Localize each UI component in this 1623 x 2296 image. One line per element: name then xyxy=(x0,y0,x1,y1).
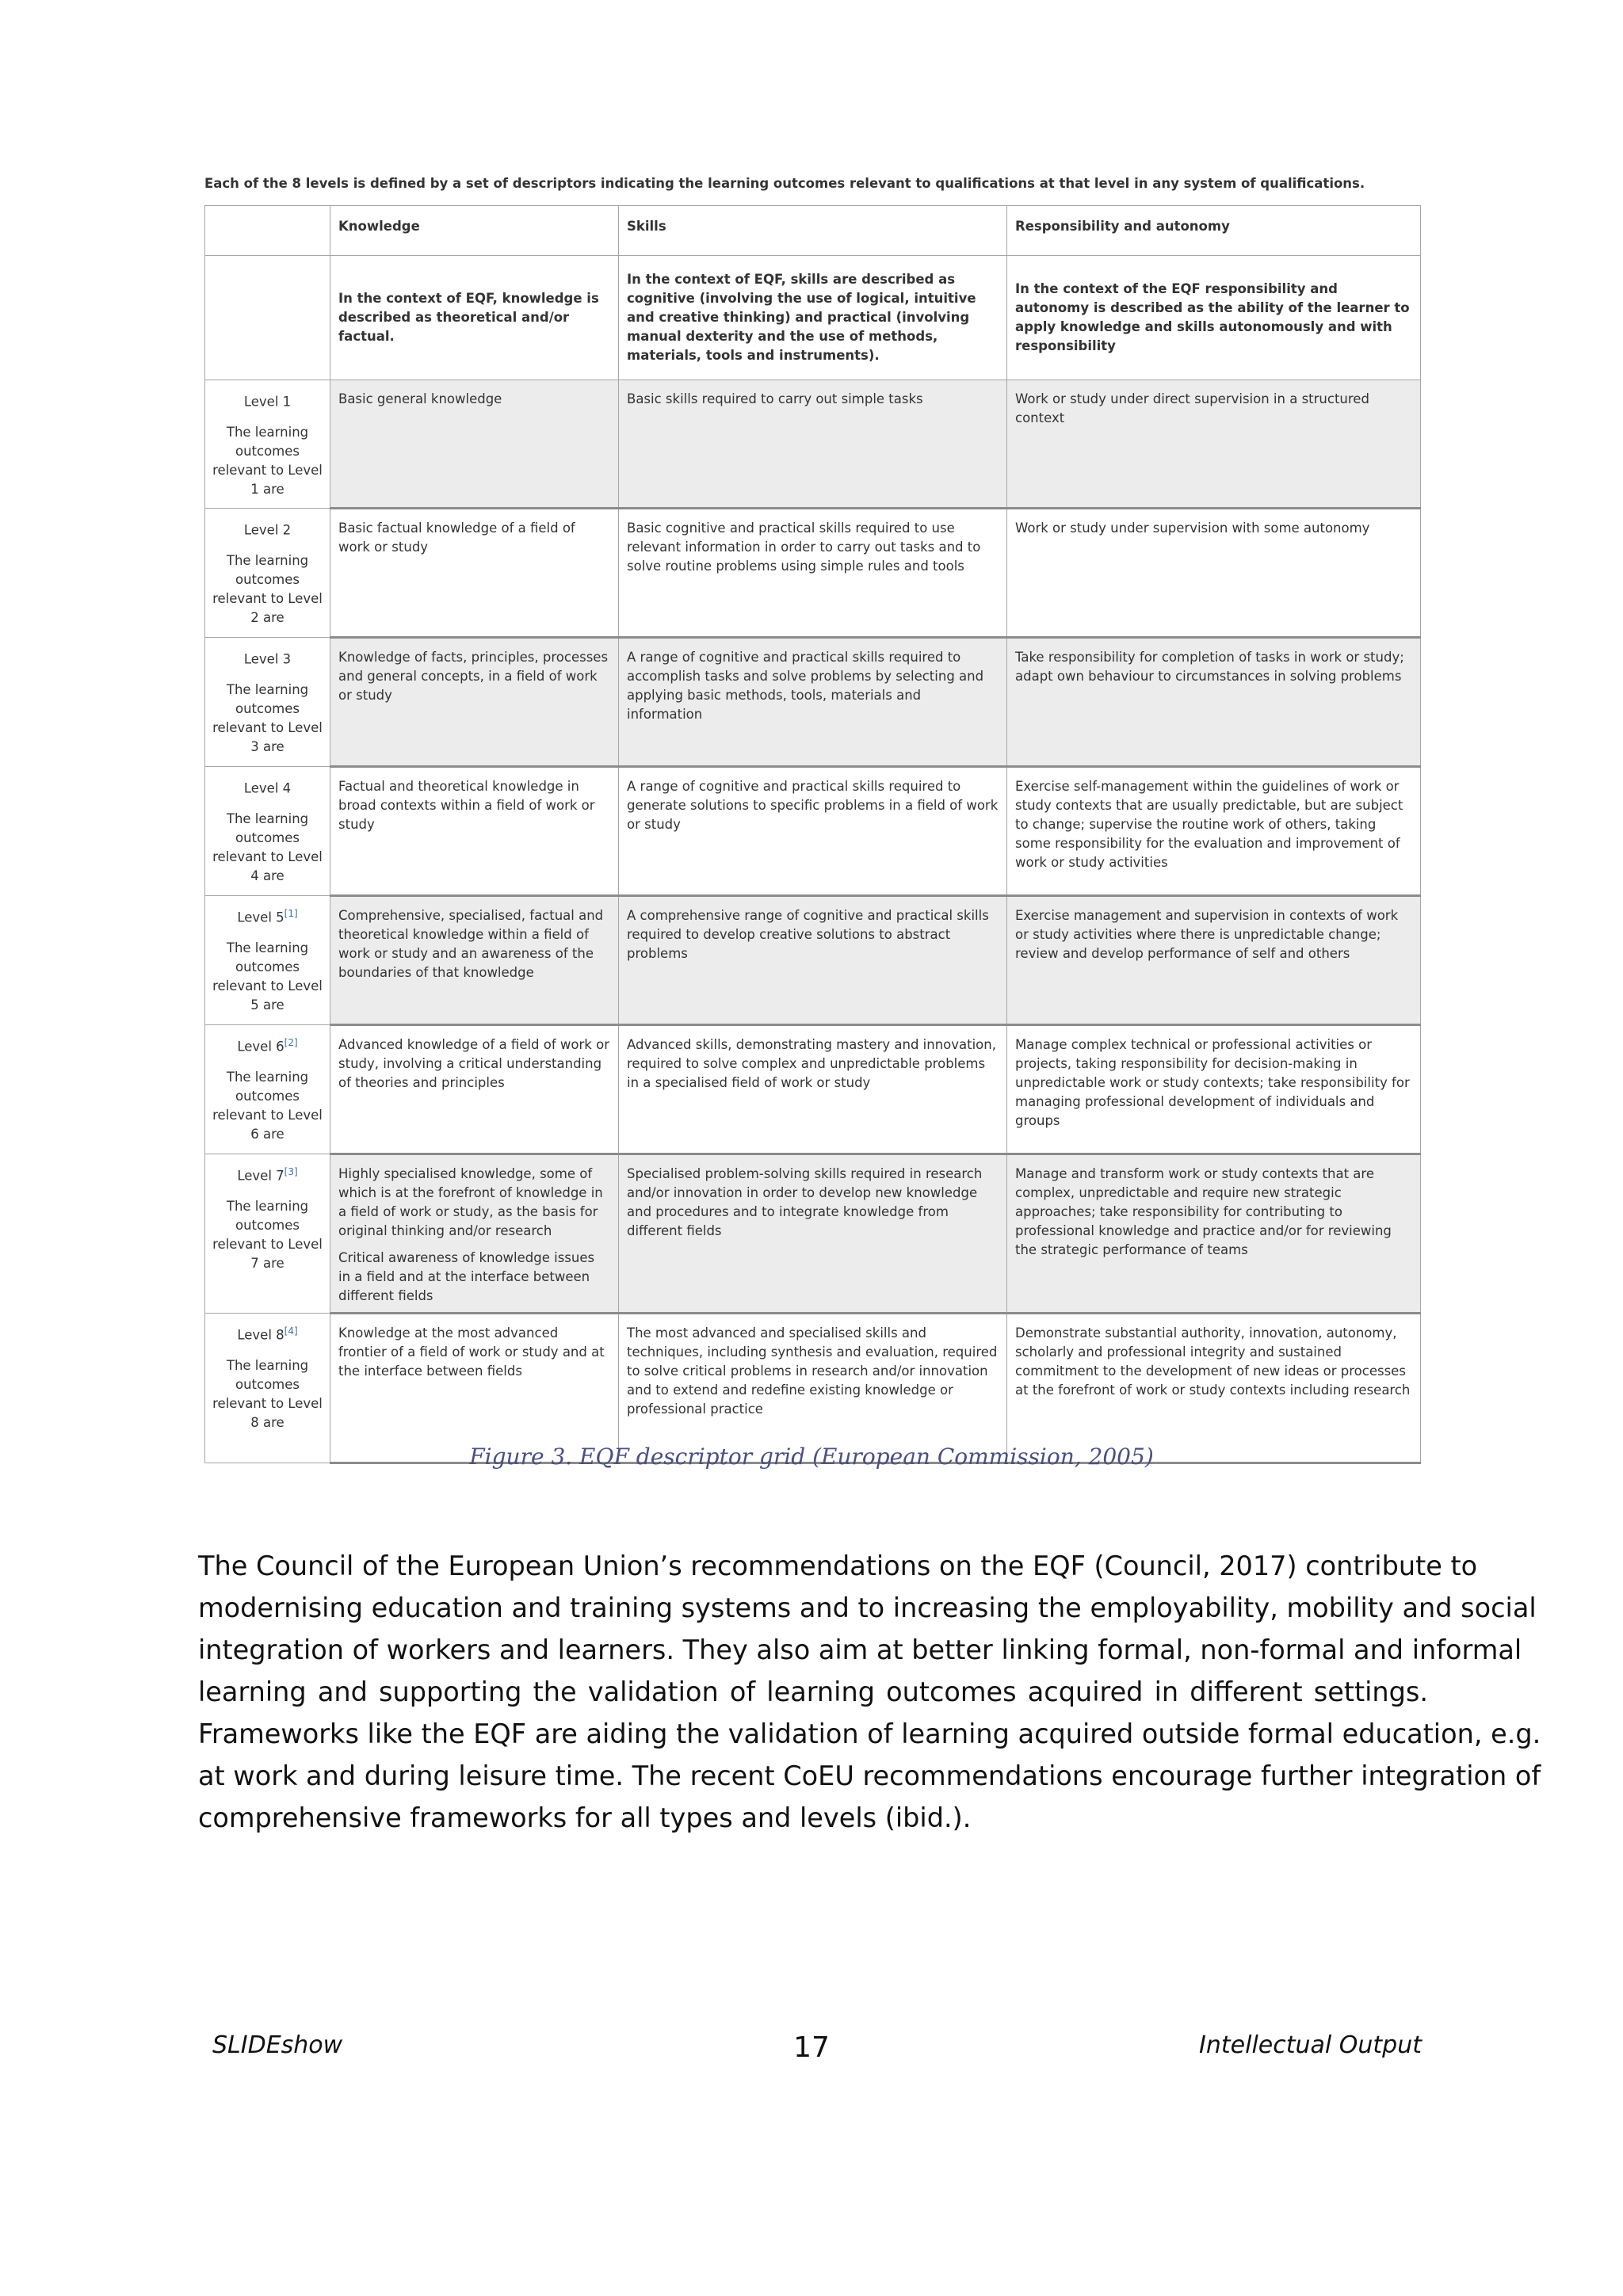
intro-empty-cell xyxy=(205,256,330,380)
responsibility-cell xyxy=(1007,638,1421,767)
level-subtitle: The learning outcomes relevant to Level 7 are xyxy=(212,1198,323,1271)
knowledge-text: Advanced knowledge of a field of work or study, involving a critical understanding of theories and principles xyxy=(338,1037,609,1090)
level-label-cell xyxy=(205,380,330,509)
body-paragraph xyxy=(198,1545,1541,1839)
level-row xyxy=(205,1314,1421,1463)
level-row xyxy=(205,767,1421,896)
knowledge-cell xyxy=(330,1025,619,1154)
responsibility-cell xyxy=(1007,767,1421,896)
level-title: Level 1 xyxy=(243,394,292,410)
skills-cell xyxy=(619,1025,1007,1154)
responsibility-cell xyxy=(1007,896,1421,1025)
level-subtitle: The learning outcomes relevant to Level 4 are xyxy=(212,810,323,883)
level-row xyxy=(205,380,1421,509)
level-row xyxy=(205,1154,1421,1314)
paragraph-line: The Council of the European Union’s recommendations on the EQF (Council, 2017) contribute to xyxy=(198,1550,1478,1581)
level-subtitle: The learning outcomes relevant to Level 1 are xyxy=(212,424,323,497)
level-row xyxy=(205,638,1421,767)
footnote-link[interactable]: [3] xyxy=(284,1166,298,1177)
figure-caption: Figure 3. EQF descriptor grid (European Commission, 2005) xyxy=(469,1444,1154,1470)
level-subtitle: The learning outcomes relevant to Level 8 are xyxy=(212,1357,323,1430)
table-intro-row xyxy=(205,256,1421,380)
level-title: Level 6[2] xyxy=(237,1037,298,1055)
level-title: Level 4 xyxy=(243,780,292,796)
eqf-descriptor-table xyxy=(204,205,1421,1464)
skills-text: Advanced skills, demonstrating mastery and innovation, required to solve complex and unpredictable problems in a specialised field of work or study xyxy=(627,1037,996,1090)
knowledge-text: Basic general knowledge xyxy=(338,391,502,406)
responsibility-text: Work or study under direct supervision in a structured context xyxy=(1015,391,1369,425)
table-caption: Each of the 8 levels is defined by a set of descriptors indicating the learning outcomes relevant to qualifications at that level in any system of qualifications. xyxy=(204,176,1365,191)
footer-project-name: SLIDEshow xyxy=(212,2031,343,2059)
paragraph-line: Frameworks like the EQF are aiding the validation of learning acquired outside formal education, e.g. xyxy=(198,1718,1541,1749)
level-label-cell xyxy=(205,638,330,767)
responsibility-cell xyxy=(1007,1025,1421,1154)
knowledge-cell xyxy=(330,767,619,896)
skills-text: A comprehensive range of cognitive and practical skills required to develop creative solutions to abstract problems xyxy=(627,908,989,961)
header-skills: Skills xyxy=(619,206,1007,256)
skills-text: Specialised problem-solving skills required in research and/or innovation in order to develop new knowledge and procedures and to integrate knowledge from different fields xyxy=(627,1166,983,1238)
level-subtitle: The learning outcomes relevant to Level 5 are xyxy=(212,940,323,1013)
responsibility-text: Exercise self-management within the guidelines of work or study contexts that are usually predictable, but are subject to change; supervise the routine work of others, taking some responsibility for the evaluation and improvement of work or study activities xyxy=(1015,779,1403,870)
knowledge-text: Factual and theoretical knowledge in broad contexts within a field of work or study xyxy=(338,779,595,832)
intro-knowledge: In the context of EQF, knowledge is described as theoretical and/or factual. xyxy=(330,256,619,380)
level-title: Level 2 xyxy=(243,522,292,538)
skills-cell xyxy=(619,767,1007,896)
responsibility-text: Exercise management and supervision in contexts of work or study activities where there is unpredictable change; review and develop performance of self and others xyxy=(1015,908,1399,961)
footer-output-label: Intellectual Output xyxy=(1199,2031,1422,2059)
level-label-cell xyxy=(205,1025,330,1154)
responsibility-cell xyxy=(1007,1154,1421,1314)
responsibility-text: Take responsibility for completion of tasks in work or study; adapt own behaviour to circumstances in solving problems xyxy=(1015,650,1404,684)
responsibility-cell xyxy=(1007,509,1421,638)
skills-cell xyxy=(619,1314,1007,1463)
responsibility-text: Manage complex technical or professional activities or projects, taking responsibility for decision-making in unpredictable work or study contexts; take responsibility for managing professional development of individuals and groups xyxy=(1015,1037,1410,1128)
skills-cell xyxy=(619,1154,1007,1314)
level-title: Level 5[1] xyxy=(237,908,298,925)
level-label-cell xyxy=(205,896,330,1025)
knowledge-cell xyxy=(330,1314,619,1463)
level-label-cell xyxy=(205,509,330,638)
skills-cell xyxy=(619,509,1007,638)
footnote-link[interactable]: [2] xyxy=(284,1037,298,1048)
footnote-link[interactable]: [4] xyxy=(284,1325,298,1337)
knowledge-text: Comprehensive, specialised, factual and theoretical knowledge within a field of work or study and an awareness of the boundaries of that knowledge xyxy=(338,908,604,980)
level-label-cell xyxy=(205,1314,330,1463)
knowledge-cell xyxy=(330,380,619,509)
knowledge-text: Basic factual knowledge of a field of work or study xyxy=(338,521,575,555)
page-number: 17 xyxy=(793,2031,830,2064)
knowledge-text: Knowledge at the most advanced frontier of a field of work or study and at the interface between fields xyxy=(338,1325,605,1379)
skills-cell xyxy=(619,896,1007,1025)
level-row xyxy=(205,509,1421,638)
table-header-row xyxy=(205,206,1421,256)
level-title: Level 3 xyxy=(243,651,292,667)
header-knowledge: Knowledge xyxy=(330,206,619,256)
skills-text: Basic cognitive and practical skills required to use relevant information in order to carry out tasks and to solve routine problems using simple rules and tools xyxy=(627,521,981,574)
skills-text: A range of cognitive and practical skills required to accomplish tasks and solve problems by selecting and applying basic methods, tools, materials and information xyxy=(627,650,984,722)
skills-text: Basic skills required to carry out simple tasks xyxy=(627,391,923,406)
paragraph-line: modernising education and training systems and to increasing the employability, mobility and social xyxy=(198,1592,1537,1623)
responsibility-text: Manage and transform work or study contexts that are complex, unpredictable and require new strategic approaches; take responsibility for contributing to professional knowledge and practice and/or for reviewing the strategic performance of teams xyxy=(1015,1166,1392,1257)
paragraph-line: integration of workers and learners. They also aim at better linking formal, non-formal and informal xyxy=(198,1634,1522,1665)
skills-text: A range of cognitive and practical skills required to generate solutions to specific problems in a field of work or study xyxy=(627,779,999,832)
header-responsibility: Responsibility and autonomy xyxy=(1007,206,1421,256)
knowledge-text: Highly specialised knowledge, some of which is at the forefront of knowledge in a field of work or study, as the basis for original thinking and/or research xyxy=(338,1166,603,1238)
level-subtitle: The learning outcomes relevant to Level 3 are xyxy=(212,681,323,754)
header-empty-cell xyxy=(205,206,330,256)
responsibility-text: Work or study under supervision with some autonomy xyxy=(1015,521,1370,536)
level-subtitle: The learning outcomes relevant to Level 6 are xyxy=(212,1069,323,1142)
skills-cell xyxy=(619,638,1007,767)
footnote-link[interactable]: [1] xyxy=(284,908,298,919)
responsibility-cell xyxy=(1007,1314,1421,1463)
responsibility-cell xyxy=(1007,380,1421,509)
level-row xyxy=(205,896,1421,1025)
level-subtitle: The learning outcomes relevant to Level 2 are xyxy=(212,552,323,625)
level-title: Level 7[3] xyxy=(237,1166,298,1184)
knowledge-cell xyxy=(330,1154,619,1314)
page-footer xyxy=(0,2031,1623,2071)
knowledge-cell xyxy=(330,509,619,638)
skills-cell xyxy=(619,380,1007,509)
level-row xyxy=(205,1025,1421,1154)
knowledge-extra-text: Critical awareness of knowledge issues in a field and at the interface between different fields xyxy=(338,1250,595,1303)
paragraph-line: learning and supporting the validation of learning outcomes acquired in different settings. xyxy=(198,1676,1428,1707)
skills-text: The most advanced and specialised skills and techniques, including synthesis and evaluation, required to solve critical problems in research and/or innovation and to extend and redefine existing knowledge or professional practice xyxy=(627,1325,998,1417)
intro-responsibility: In the context of the EQF responsibility and autonomy is described as the ability of the learner to apply knowledge and skills autonomously and with responsibility xyxy=(1007,256,1421,380)
knowledge-cell xyxy=(330,638,619,767)
level-label-cell xyxy=(205,767,330,896)
level-title: Level 8[4] xyxy=(237,1325,298,1343)
knowledge-text: Knowledge of facts, principles, processes and general concepts, in a field of work or study xyxy=(338,650,609,703)
paragraph-line: comprehensive frameworks for all types and levels (ibid.). xyxy=(198,1802,972,1833)
intro-skills: In the context of EQF, skills are described as cognitive (involving the use of logical, intuitive and creative thinking) and practical (involving manual dexterity and the use of methods, materials, tools and instruments). xyxy=(619,256,1007,380)
paragraph-line: at work and during leisure time. The recent CoEU recommendations encourage further integration of xyxy=(198,1760,1541,1791)
responsibility-text: Demonstrate substantial authority, innovation, autonomy, scholarly and professional integrity and sustained commitment to the development of new ideas or processes at the forefront of work or study contexts including research xyxy=(1015,1325,1411,1398)
knowledge-cell xyxy=(330,896,619,1025)
level-label-cell xyxy=(205,1154,330,1314)
